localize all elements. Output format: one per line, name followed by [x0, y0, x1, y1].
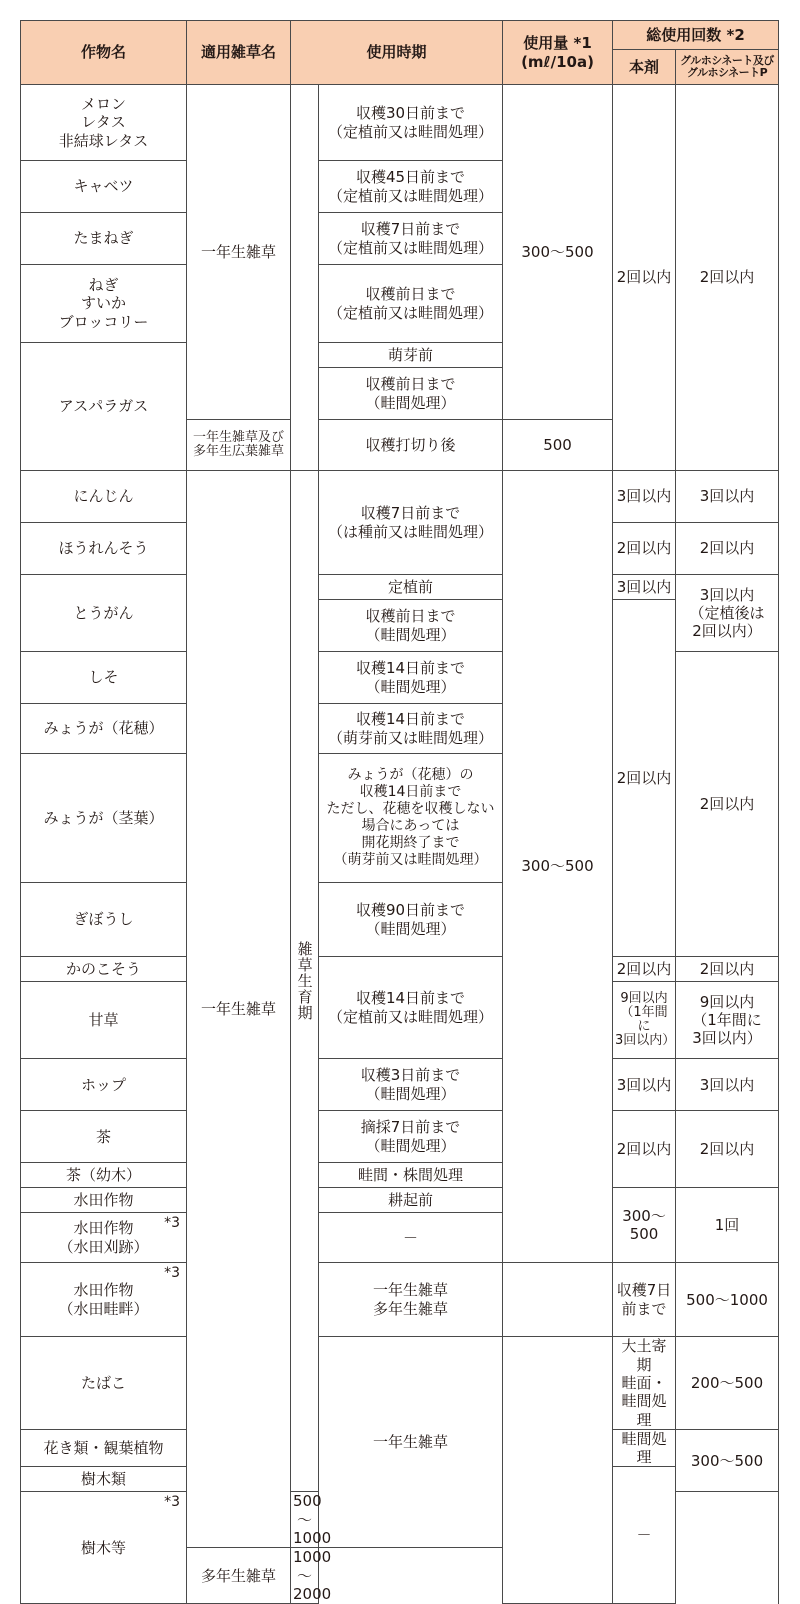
timing-18: 畦間・株間処理 [319, 1163, 503, 1188]
weed-annual-2: 一年生雑草 [187, 471, 291, 1548]
crop-paddy-stubble [21, 1213, 187, 1263]
header-total-label: 総使用回数 [646, 25, 722, 44]
weed-annual-3: 一年生雑草 [319, 1337, 503, 1548]
timing-21: 収穫7日前まで [613, 1263, 676, 1337]
header-total [613, 21, 779, 50]
count-honzai-9: 3回以内 [613, 1059, 676, 1111]
crop-tea: 茶 [21, 1111, 187, 1163]
header-amount-note: *1 [573, 34, 592, 53]
crop-shiso: しそ [21, 652, 187, 704]
weed-annual-1: 一年生雑草 [187, 85, 291, 420]
crop-kanokoso: かのこそう [21, 957, 187, 982]
amount-7: 200～500 [676, 1337, 779, 1429]
weed-perennial: 多年生雑草 [187, 1548, 291, 1604]
timing-19: 耕起前 [319, 1188, 503, 1213]
count-glufo-3: 2回以内 [676, 523, 779, 575]
count-honzai-4: 3回以内 [613, 575, 676, 600]
timing-2: 収穫45日前まで （定植前又は畦間処理） [319, 161, 503, 213]
count-glufo-10: 2回以内 [676, 1111, 779, 1188]
crop-paddy: 水田作物 [21, 1188, 187, 1213]
crop-melon: メロン レタス 非結球レタス [21, 85, 187, 161]
crop-wax-gourd: とうがん [21, 575, 187, 652]
count-glufo-1: 2回以内 [676, 85, 779, 471]
amount-10: 1000～2000 [291, 1548, 319, 1604]
count-honzai-7: 2回以内 [613, 957, 676, 982]
crop-paddy-stubble-label: 水田作物 （水田刈跡） [58, 1219, 149, 1256]
count-glufo-2: 3回以内 [676, 471, 779, 523]
count-glufo-9: 3回以内 [676, 1059, 779, 1111]
crop-asparagus: アスパラガス [21, 343, 187, 471]
timing-8: 収穫7日前まで （は種前又は畦間処理） [319, 471, 503, 575]
count-glufo-4: 3回以内 （定植後は 2回以内） [676, 575, 779, 652]
timing-12: 収穫14日前まで （萌芽前又は畦間処理） [319, 704, 503, 754]
crop-hop: ホップ [21, 1059, 187, 1111]
herbicide-usage-table [20, 20, 779, 1604]
header-amount-label: 使用量 [523, 34, 569, 53]
weed-annual-perennial: 一年生雑草 多年生雑草 [319, 1263, 503, 1337]
timing-14: 収穫90日前まで （畦間処理） [319, 883, 503, 957]
count-honzai-10: 2回以内 [613, 1111, 676, 1188]
timing-7: 収穫打切り後 [319, 420, 503, 471]
crop-trees-etc [21, 1492, 187, 1604]
crop-trees: 樹木類 [21, 1467, 187, 1492]
weed-annual-broadleaf: 一年生雑草及び 多年生広葉雑草 [187, 420, 291, 471]
count-glufo-5: 2回以内 [676, 652, 779, 957]
timing-9: 定植前 [319, 575, 503, 600]
crop-carrot: にんじん [21, 471, 187, 523]
timing-15: 収穫14日前まで （定植前又は畦間処理） [319, 957, 503, 1059]
amount-5: 300～500 [613, 1188, 676, 1263]
timing-16: 収穫3日前まで （畦間処理） [319, 1059, 503, 1111]
count-honzai-8: 9回以内 （1年間に 3回以内） [613, 982, 676, 1059]
count-glufo-8: 9回以内 （1年間に 3回以内） [676, 982, 779, 1059]
crop-paddy-ridge [21, 1263, 187, 1337]
crop-myoga-flower: みょうが（花穂） [21, 704, 187, 754]
crop-giboushi: ぎぼうし [21, 883, 187, 957]
timing-17: 摘採7日前まで （畦間処理） [319, 1111, 503, 1163]
amount-6: 500～1000 [676, 1263, 779, 1337]
amount-1: 300～500 [503, 85, 613, 420]
timing-10: 収穫前日まで （畦間処理） [319, 600, 503, 652]
count-honzai-5: 2回以内 [613, 600, 676, 957]
vertical-weed-growth: 雑草生育期 [291, 471, 319, 1492]
count-honzai-1: 2回以内 [613, 85, 676, 471]
timing-4: 収穫前日まで （定植前又は畦間処理） [319, 265, 503, 343]
crop-myoga-stem: みょうが（茎葉） [21, 754, 187, 883]
timing-spacer-3 [503, 1337, 613, 1604]
timing-20: － [319, 1213, 503, 1263]
amount-9: 500～1000 [291, 1492, 319, 1548]
amount-8: 300～500 [676, 1429, 779, 1492]
crop-paddy-ridge-note: *3 [164, 1265, 180, 1282]
timing-spacer-2 [503, 1263, 613, 1337]
crop-spinach: ほうれんそう [21, 523, 187, 575]
timing-5: 萌芽前 [319, 343, 503, 368]
timing-6: 収穫前日まで （畦間処理） [319, 368, 503, 420]
crop-tobacco: たばこ [21, 1337, 187, 1429]
crop-negi: ねぎ すいか ブロッコリー [21, 265, 187, 343]
timing-3: 収穫7日前まで （定植前又は畦間処理） [319, 213, 503, 265]
crop-cabbage: キャベツ [21, 161, 187, 213]
count-honzai-2: 3回以内 [613, 471, 676, 523]
count-honzai-3: 2回以内 [613, 523, 676, 575]
amount-2: 500 [503, 420, 613, 471]
count-honzai-11: 1回 [676, 1188, 779, 1263]
crop-tea-young: 茶（幼木） [21, 1163, 187, 1188]
timing-1: 収穫30日前まで （定植前又は畦間処理） [319, 85, 503, 161]
crop-trees-etc-note: *3 [164, 1494, 180, 1511]
crop-flowers: 花き類・観葉植物 [21, 1429, 187, 1467]
amount-3: 300～500 [503, 471, 613, 1263]
timing-11: 収穫14日前まで （畦間処理） [319, 652, 503, 704]
crop-paddy-stubble-note: *3 [164, 1215, 180, 1232]
timing-22: 大土寄期 畦面・畦間処理 [613, 1337, 676, 1429]
timing-13: みょうが（花穂）の 収穫14日前まで ただし、花穂を収穫しない 場合にあっては 開花期終了まで （萌芽前又は畦間処理） [319, 754, 503, 883]
timing-spacer-1 [291, 85, 319, 471]
header-honzai: 本剤 [613, 50, 676, 85]
count-glufo-7: 2回以内 [676, 957, 779, 982]
timing-23: 畦間処理 [613, 1429, 676, 1467]
crop-licorice: 甘草 [21, 982, 187, 1059]
header-weed: 適用雑草名 [187, 21, 291, 85]
crop-paddy-ridge-label: 水田作物 （水田畦畔） [58, 1281, 149, 1318]
crop-onion: たまねぎ [21, 213, 187, 265]
header-timing: 使用時期 [291, 21, 503, 85]
header-total-note: *2 [726, 25, 745, 44]
header-amount-unit: (mℓ/10a) [521, 52, 594, 71]
header-amount [503, 21, 613, 85]
timing-24: － [613, 1467, 676, 1604]
header-glufo: グルホシネート及び グルホシネートP [676, 50, 779, 85]
header-crop: 作物名 [21, 21, 187, 85]
crop-trees-etc-label: 樹木等 [80, 1538, 126, 1557]
